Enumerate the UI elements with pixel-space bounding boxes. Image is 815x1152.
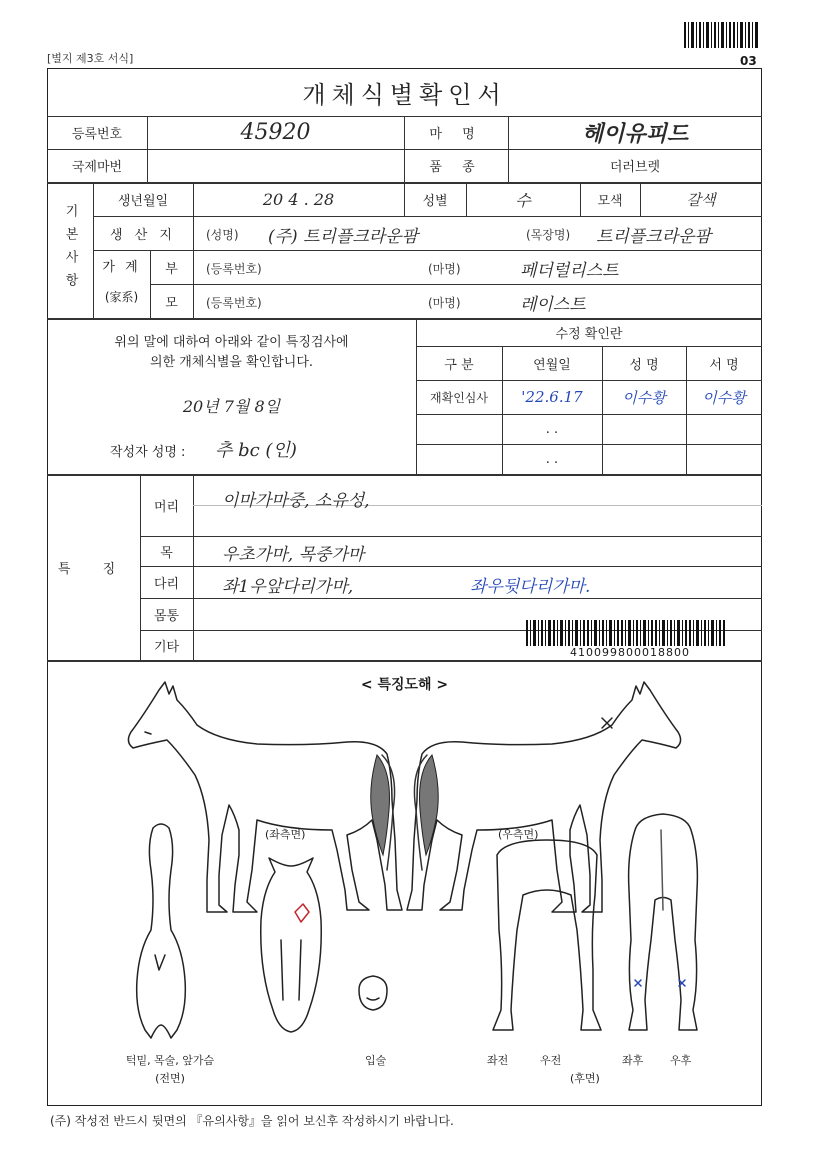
producer-name-value: (주) 트리플크라운팜 — [268, 227, 419, 247]
lips-view — [359, 976, 387, 1010]
other-label: 기타 — [153, 639, 180, 655]
horse-name-value: 헤이유피드 — [581, 121, 689, 147]
farm-value: 트리플크라운팜 — [596, 227, 711, 247]
left-rear-caption: 좌후 — [622, 1054, 644, 1067]
row1-type: 재확인심사 — [430, 390, 488, 405]
front-caption: 턱밑, 목술, 앞가슴 — [125, 1054, 215, 1067]
row1-date: '22.6.17 — [521, 388, 583, 406]
front-view-caption: (전면) — [155, 1072, 185, 1085]
reg-no-label: 등록번호 — [71, 127, 123, 142]
head-value: 이마가마중, 소유성, — [222, 491, 370, 511]
birth-value: 20 4 . 28 — [262, 189, 335, 209]
rear-view — [629, 814, 698, 1030]
horse-name-label: 마 명 — [429, 127, 483, 142]
neck-label: 목 — [160, 545, 173, 561]
left-side-caption: (좌측면) — [265, 828, 306, 841]
neck-value: 우초가마, 목중가마 — [222, 545, 365, 565]
col-sign: 서 명 — [709, 357, 739, 373]
birth-label: 생년월일 — [117, 193, 169, 209]
dam-reg-label: (등록번호) — [206, 296, 262, 310]
body-label: 몸통 — [153, 608, 180, 624]
features-section-label: 특 징 — [57, 561, 130, 577]
col-name: 성 명 — [629, 357, 659, 373]
head-label: 머리 — [153, 499, 180, 515]
farm-label: (목장명) — [526, 228, 571, 242]
intl-no-label: 국제마번 — [71, 160, 123, 175]
front-legs-view — [493, 840, 601, 1030]
left-front-caption: 좌전 — [487, 1054, 509, 1067]
dam-label: 모 — [165, 295, 178, 311]
sire-reg-label: (등록번호) — [206, 262, 262, 276]
diagram-title: < 특징도해 > — [360, 677, 449, 693]
row2-date: . . — [545, 421, 559, 437]
page-title: 개체식별확인서 — [302, 80, 507, 109]
producer-name-label: (성명) — [206, 228, 239, 242]
reg-no-value: 45920 — [240, 120, 311, 145]
writer-value: 추 bc (인) — [215, 440, 297, 461]
statement-line2: 의한 개체식별을 확인합니다. — [149, 355, 314, 370]
right-side-horse — [407, 682, 681, 912]
color-label: 모색 — [597, 193, 623, 209]
col-date: 연월일 — [533, 357, 571, 373]
confirm-date: 20년 7월 8일 — [182, 397, 281, 416]
sex-value: 수 — [515, 190, 531, 210]
form-number-label: [별지 제3호 서식] — [47, 52, 134, 65]
top-barcode — [684, 22, 760, 48]
lips-caption: 입술 — [365, 1054, 387, 1067]
statement-line1: 위의 말에 대하여 아래와 같이 특징검사에 — [114, 335, 349, 350]
breed-value: 더러브렛 — [609, 160, 661, 175]
sire-label: 부 — [165, 261, 178, 277]
sex-label: 성별 — [422, 193, 448, 209]
color-value: 갈색 — [686, 190, 716, 209]
legs-value: 좌1우앞다리가마, — [222, 577, 354, 597]
lineage-hanja: (家系) — [104, 290, 139, 304]
horse-diagram — [47, 680, 762, 1080]
lineage-label: 가 계 — [102, 260, 141, 275]
row1-sign: 이수황 — [702, 388, 746, 407]
sire-name-label: (마명) — [428, 262, 461, 276]
right-front-caption: 우전 — [540, 1054, 562, 1067]
row1-name: 이수황 — [622, 388, 666, 407]
revision-title: 수정 확인란 — [555, 326, 623, 342]
basic-section-label: 기본사항 — [62, 204, 78, 296]
dam-name-value: 레이스트 — [520, 295, 586, 315]
right-side-caption: (우측면) — [498, 828, 539, 841]
col-type: 구 분 — [444, 357, 474, 373]
dam-name-label: (마명) — [428, 296, 461, 310]
legs-label: 다리 — [153, 576, 180, 592]
breed-label: 품 종 — [429, 160, 483, 175]
barcode-number: 410099800018800 — [570, 646, 690, 659]
front-neck-view — [137, 824, 186, 1038]
producer-label: 생 산 지 — [110, 227, 176, 243]
head-front-view — [261, 858, 322, 1032]
legs-value-blue: 좌우뒷다리가마. — [470, 577, 591, 597]
row3-date: . . — [545, 451, 559, 467]
sticker-barcode — [526, 620, 726, 646]
sire-name-value: 페더럴리스트 — [520, 261, 619, 281]
intl-no-value — [147, 149, 404, 182]
right-rear-caption: 우후 — [670, 1054, 692, 1067]
footer-note: (주) 작성전 반드시 뒷면의 『유의사항』을 읽어 보신후 작성하시기 바랍니다. — [50, 1114, 454, 1128]
writer-label: 작성자 성명 : — [110, 445, 186, 460]
rear-caption: (후면) — [570, 1072, 600, 1085]
page-number: 03 — [740, 54, 757, 68]
